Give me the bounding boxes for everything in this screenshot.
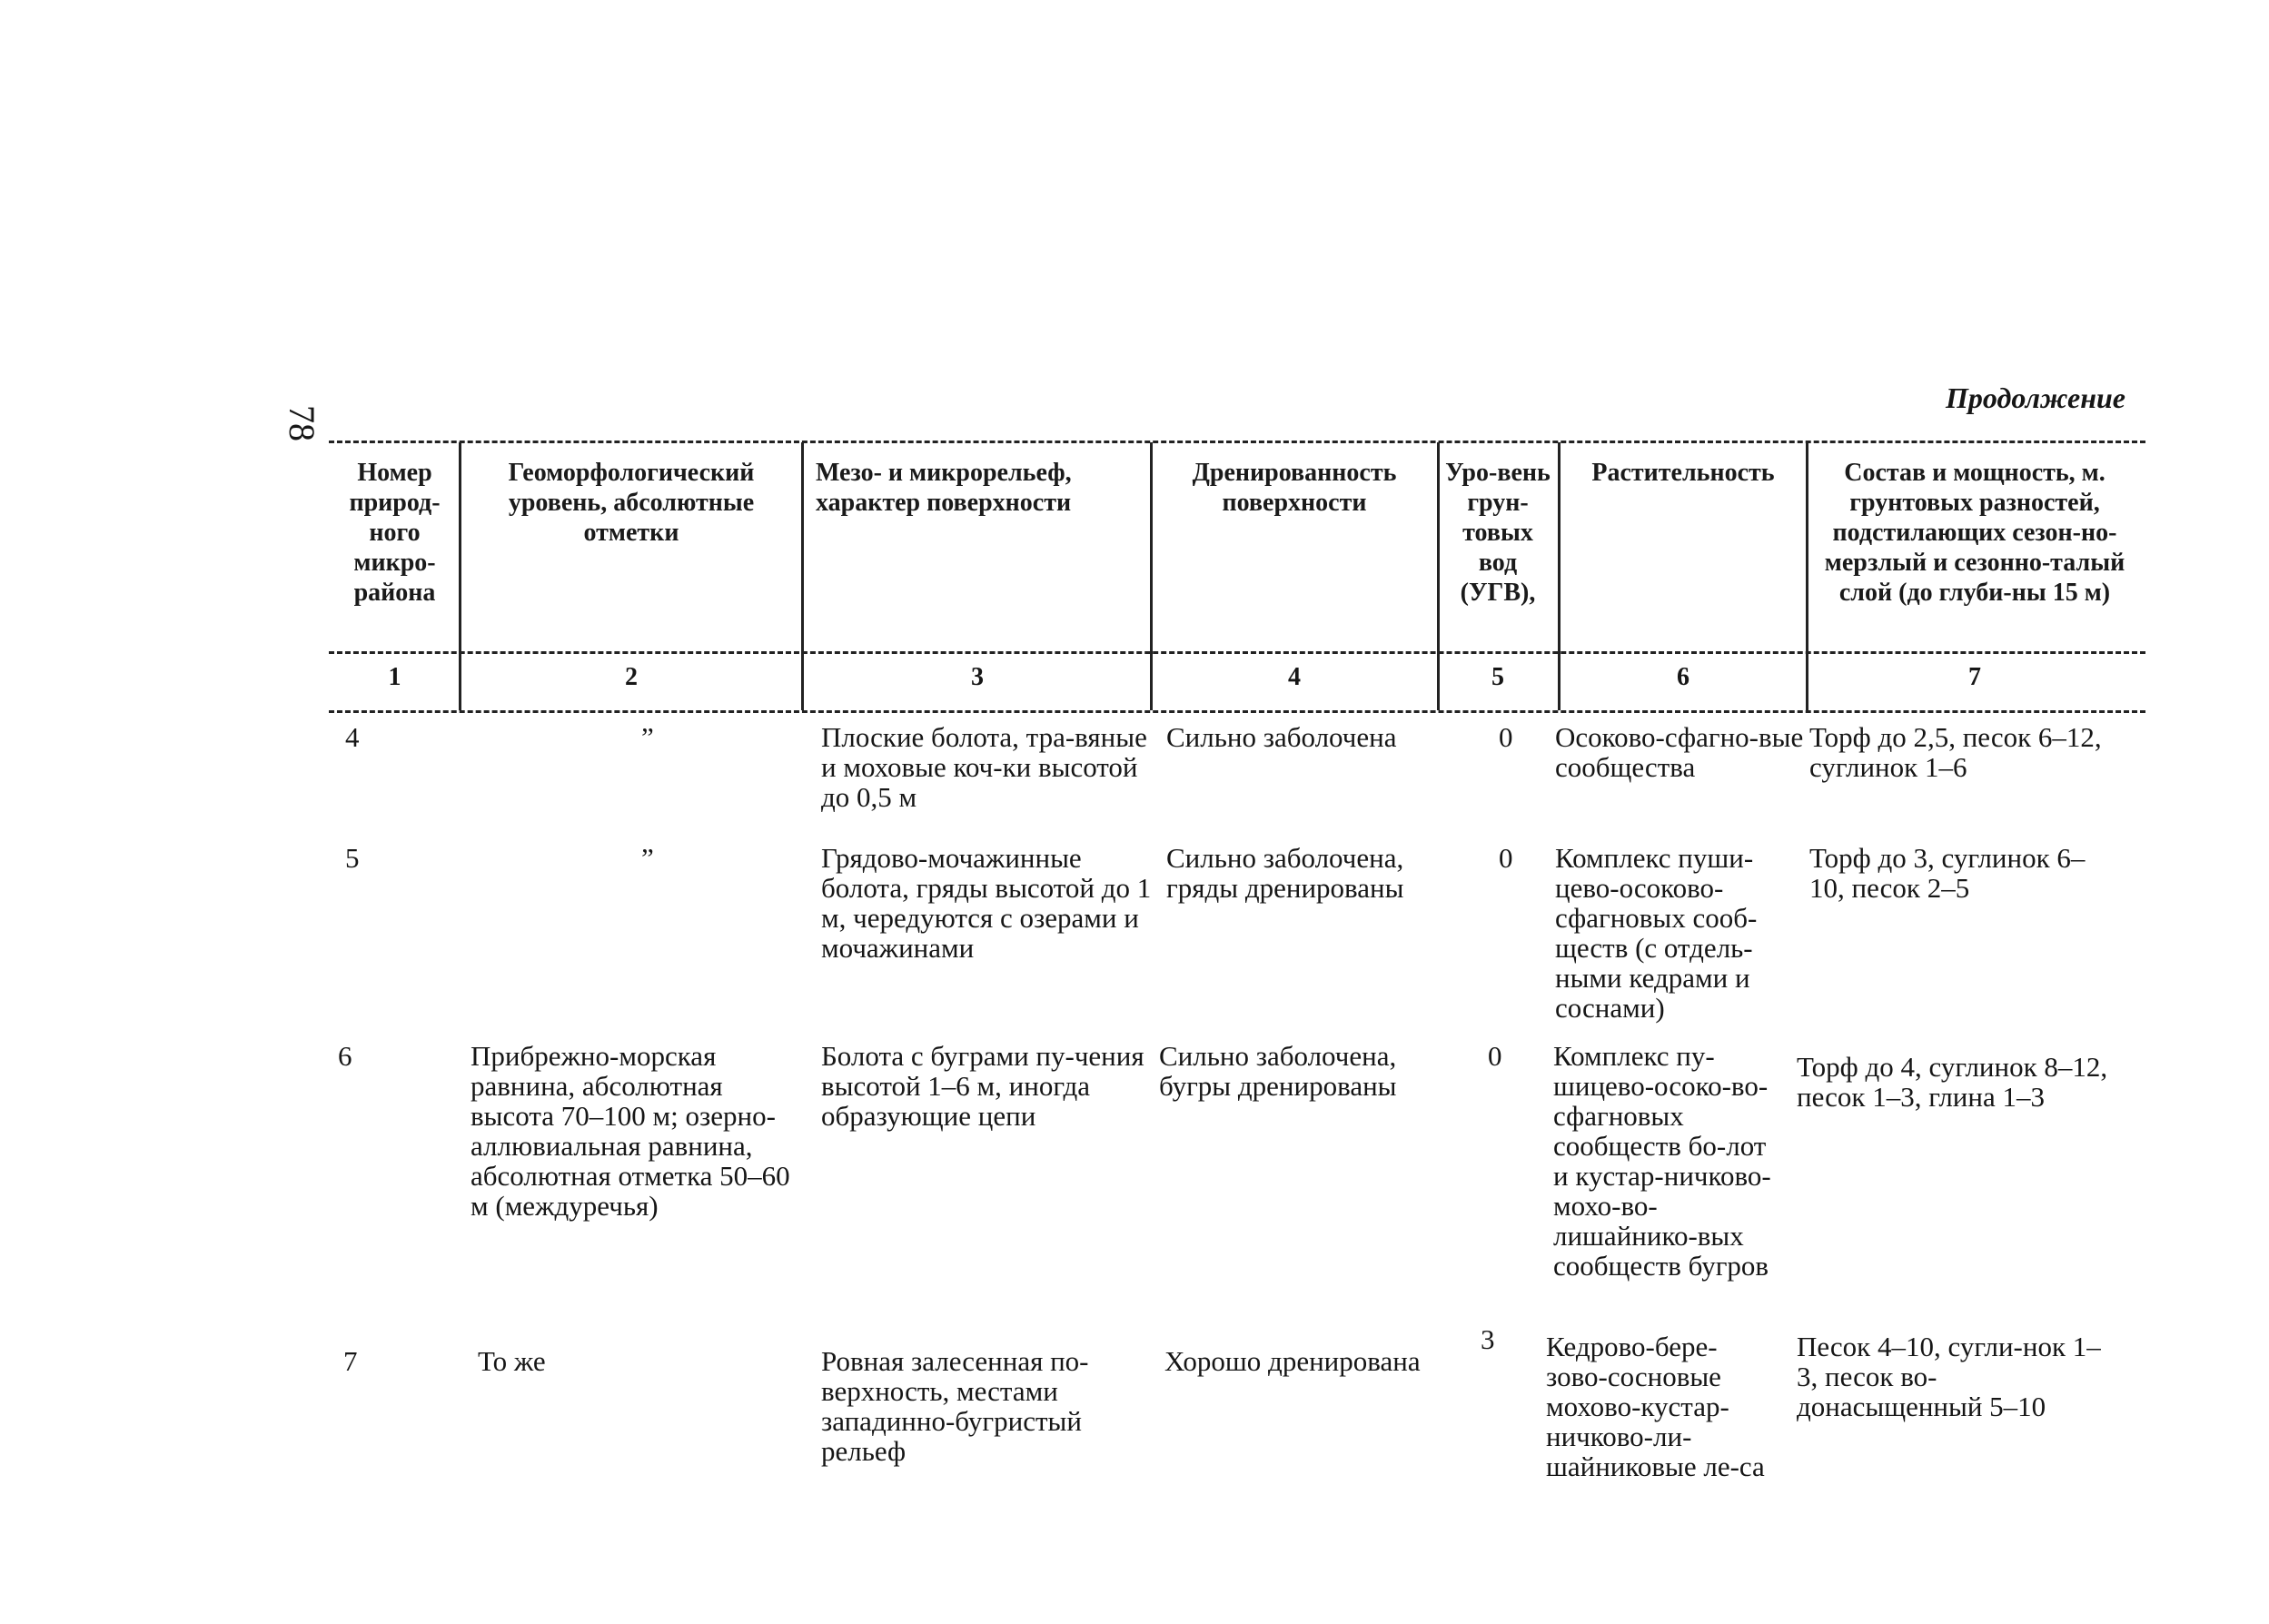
page-number: 78 [282, 405, 322, 441]
header-cell: Растительность [1591, 459, 1775, 487]
cell-relief: Болота с буграми пу-чения высотой 1–6 м, иногда образующие цепи [821, 1040, 1144, 1132]
header-cell: Номер природ-ного микро-района [349, 459, 441, 607]
continuation-label: Продолжение [1946, 381, 2125, 414]
cell-soil: Торф до 3, суглинок 6–10, песок 2–5 [1809, 842, 2086, 904]
cell-number: 7 [343, 1345, 358, 1377]
column-divider [1150, 442, 1153, 710]
cell-vegetation: Комплекс пуши-цево-осоково-сфагновых сооб-ществ (с отдель-ными кедрами и соснами) [1555, 842, 1758, 1024]
cell-drainage: Хорошо дренирована [1164, 1345, 1421, 1377]
cell-relief: Плоские болота, тра-вяные и моховые коч-ки высотой до 0,5 м [821, 721, 1147, 813]
cell-groundwater: 3 [1481, 1323, 1495, 1355]
cell-relief: Грядово-мочажинные болота, гряды высотой до 1 м, чередуются с озерами и мочажинами [821, 842, 1152, 964]
column-number: 6 [1677, 663, 1689, 691]
cell-geomorphology: ” [641, 721, 654, 753]
cell-geomorphology: ” [641, 842, 654, 874]
cell-groundwater: 0 [1499, 842, 1513, 874]
table-rule-top [329, 441, 2145, 443]
cell-vegetation: Осоково-сфагно-вые сообщества [1555, 721, 1804, 783]
header-cell: Уро-вень грун-товых вод (УГВ), [1445, 459, 1551, 607]
header-cell: Мезо- и микрорельеф, характер поверхности [816, 459, 1072, 517]
column-number: 4 [1288, 663, 1301, 691]
cell-drainage: Сильно заболочена, бугры дренированы [1159, 1040, 1397, 1102]
column-divider [1437, 442, 1440, 710]
cell-drainage: Сильно заболочена [1166, 721, 1397, 753]
column-number: 7 [1968, 663, 1981, 691]
table-rule-numbers [329, 710, 2145, 713]
column-divider [801, 442, 804, 710]
table-rule-header [329, 651, 2145, 654]
cell-soil: Песок 4–10, сугли-нок 1–3, песок во-донасыщенный 5–10 [1797, 1331, 2101, 1422]
cell-soil: Торф до 2,5, песок 6–12, суглинок 1–6 [1809, 721, 2102, 783]
cell-groundwater: 0 [1499, 721, 1513, 753]
column-divider [1558, 442, 1561, 710]
cell-number: 4 [345, 721, 360, 753]
cell-relief: Ровная залесенная по-верхность, местами западинно-бугристый рельеф [821, 1345, 1089, 1467]
cell-soil: Торф до 4, суглинок 8–12, песок 1–3, глина 1–3 [1797, 1051, 2108, 1113]
column-number: 2 [625, 663, 638, 691]
header-cell: Геоморфологический уровень, абсолютные отметки [508, 459, 755, 547]
cell-vegetation: Кедрово-бере-зово-сосновые мохово-кустар-ничково-ли-шайниковые ле-са [1546, 1331, 1765, 1482]
cell-geomorphology: То же [478, 1345, 546, 1377]
cell-vegetation: Комплекс пу-шицево-осоко-во-сфагновых сообществ бо-лот и кустар-ничково-мохо-во-лишайнико-вых сообществ бугров [1553, 1040, 1771, 1282]
header-cell: Состав и мощность, м. грунтовых разностей, подстилающих сезон-но-мерзлый и сезонно-талый слой (до глуби-ны 15 м) [1824, 459, 2125, 607]
column-divider [459, 442, 461, 710]
column-number: 5 [1491, 663, 1504, 691]
cell-number: 6 [338, 1040, 352, 1072]
column-number: 1 [388, 663, 401, 691]
cell-drainage: Сильно заболочена, гряды дренированы [1166, 842, 1404, 904]
cell-groundwater: 0 [1488, 1040, 1502, 1072]
cell-number: 5 [345, 842, 360, 874]
column-number: 3 [971, 663, 984, 691]
column-divider [1806, 442, 1808, 710]
cell-geomorphology: Прибрежно-морская равнина, абсолютная высота 70–100 м; озерно-аллювиальная равнина, абсолютная отметка 50–60 м (междуречья) [471, 1040, 790, 1222]
header-cell: Дренированность поверхности [1192, 459, 1397, 517]
